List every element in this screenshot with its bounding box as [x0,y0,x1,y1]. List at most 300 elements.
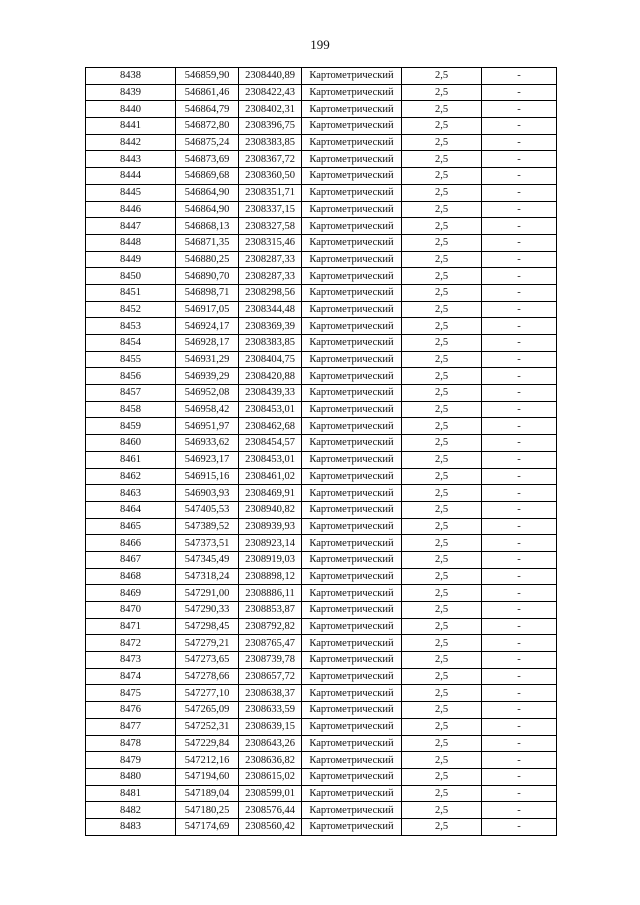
note-cell: - [482,134,557,151]
method-cell: Картометрический [302,335,402,352]
y-coordinate-cell: 2308440,89 [239,68,302,85]
table-row [86,485,557,502]
table-row [86,234,557,251]
method-cell: Картометрический [302,284,402,301]
table-row [86,284,557,301]
accuracy-cell: 2,5 [402,451,482,468]
accuracy-cell: 2,5 [402,368,482,385]
point-number-cell: 8474 [86,668,176,685]
x-coordinate-cell: 547291,00 [176,585,239,602]
y-coordinate-cell: 2308638,37 [239,685,302,702]
accuracy-cell: 2,5 [402,184,482,201]
point-number-cell: 8453 [86,318,176,335]
note-cell: - [482,435,557,452]
table-row [86,752,557,769]
point-number-cell: 8440 [86,101,176,118]
x-coordinate-cell: 547373,51 [176,535,239,552]
table-row [86,251,557,268]
note-cell: - [482,551,557,568]
y-coordinate-cell: 2308367,72 [239,151,302,168]
y-coordinate-cell: 2308453,01 [239,401,302,418]
y-coordinate-cell: 2308853,87 [239,602,302,619]
accuracy-cell: 2,5 [402,685,482,702]
note-cell: - [482,351,557,368]
method-cell: Картометрический [302,602,402,619]
table-row [86,268,557,285]
table-row [86,368,557,385]
point-number-cell: 8475 [86,685,176,702]
note-cell: - [482,168,557,185]
table-row [86,802,557,819]
method-cell: Картометрический [302,768,402,785]
x-coordinate-cell: 546917,05 [176,301,239,318]
table-row [86,418,557,435]
y-coordinate-cell: 2308615,02 [239,768,302,785]
point-number-cell: 8462 [86,468,176,485]
x-coordinate-cell: 546861,46 [176,84,239,101]
note-cell: - [482,652,557,669]
method-cell: Картометрический [302,268,402,285]
table-row [86,401,557,418]
note-cell: - [482,602,557,619]
point-number-cell: 8480 [86,768,176,785]
note-cell: - [482,101,557,118]
accuracy-cell: 2,5 [402,602,482,619]
x-coordinate-cell: 546903,93 [176,485,239,502]
y-coordinate-cell: 2308898,12 [239,568,302,585]
accuracy-cell: 2,5 [402,335,482,352]
accuracy-cell: 2,5 [402,318,482,335]
y-coordinate-cell: 2308940,82 [239,501,302,518]
table-row [86,184,557,201]
table-row [86,385,557,402]
method-cell: Картометрический [302,501,402,518]
note-cell: - [482,451,557,468]
accuracy-cell: 2,5 [402,218,482,235]
note-cell: - [482,301,557,318]
point-number-cell: 8463 [86,485,176,502]
x-coordinate-cell: 546859,90 [176,68,239,85]
x-coordinate-cell: 546868,13 [176,218,239,235]
x-coordinate-cell: 547389,52 [176,518,239,535]
y-coordinate-cell: 2308639,15 [239,718,302,735]
note-cell: - [482,251,557,268]
accuracy-cell: 2,5 [402,752,482,769]
y-coordinate-cell: 2308560,42 [239,818,302,835]
accuracy-cell: 2,5 [402,168,482,185]
x-coordinate-cell: 546958,42 [176,401,239,418]
note-cell: - [482,685,557,702]
note-cell: - [482,68,557,85]
point-number-cell: 8476 [86,702,176,719]
accuracy-cell: 2,5 [402,635,482,652]
y-coordinate-cell: 2308453,01 [239,451,302,468]
x-coordinate-cell: 546923,17 [176,451,239,468]
table-row [86,168,557,185]
table-row [86,685,557,702]
x-coordinate-cell: 547290,33 [176,602,239,619]
y-coordinate-cell: 2308886,11 [239,585,302,602]
note-cell: - [482,401,557,418]
x-coordinate-cell: 547278,66 [176,668,239,685]
method-cell: Картометрический [302,551,402,568]
y-coordinate-cell: 2308462,68 [239,418,302,435]
x-coordinate-cell: 546875,24 [176,134,239,151]
note-cell: - [482,718,557,735]
method-cell: Картометрический [302,134,402,151]
y-coordinate-cell: 2308576,44 [239,802,302,819]
note-cell: - [482,218,557,235]
x-coordinate-cell: 546871,35 [176,234,239,251]
method-cell: Картометрический [302,668,402,685]
note-cell: - [482,151,557,168]
method-cell: Картометрический [302,168,402,185]
table-row [86,568,557,585]
method-cell: Картометрический [302,735,402,752]
x-coordinate-cell: 547180,25 [176,802,239,819]
point-number-cell: 8469 [86,585,176,602]
x-coordinate-cell: 547265,09 [176,702,239,719]
table-row [86,335,557,352]
note-cell: - [482,284,557,301]
table-row [86,718,557,735]
page-number: 199 [310,37,330,52]
method-cell: Картометрический [302,718,402,735]
method-cell: Картометрический [302,702,402,719]
method-cell: Картометрический [302,368,402,385]
note-cell: - [482,785,557,802]
table-row [86,301,557,318]
y-coordinate-cell: 2308739,78 [239,652,302,669]
accuracy-cell: 2,5 [402,668,482,685]
accuracy-cell: 2,5 [402,818,482,835]
x-coordinate-cell: 546939,29 [176,368,239,385]
accuracy-cell: 2,5 [402,702,482,719]
y-coordinate-cell: 2308404,75 [239,351,302,368]
table-row [86,435,557,452]
table-row [86,68,557,85]
method-cell: Картометрический [302,84,402,101]
accuracy-cell: 2,5 [402,501,482,518]
note-cell: - [482,335,557,352]
point-number-cell: 8460 [86,435,176,452]
point-number-cell: 8448 [86,234,176,251]
point-number-cell: 8472 [86,635,176,652]
y-coordinate-cell: 2308383,85 [239,335,302,352]
x-coordinate-cell: 546869,68 [176,168,239,185]
note-cell: - [482,752,557,769]
table-row [86,118,557,135]
point-number-cell: 8451 [86,284,176,301]
accuracy-cell: 2,5 [402,251,482,268]
accuracy-cell: 2,5 [402,535,482,552]
accuracy-cell: 2,5 [402,568,482,585]
x-coordinate-cell: 547277,10 [176,685,239,702]
method-cell: Картометрический [302,68,402,85]
method-cell: Картометрический [302,101,402,118]
method-cell: Картометрический [302,118,402,135]
table-row [86,618,557,635]
coordinates-table-body [86,68,557,836]
y-coordinate-cell: 2308439,33 [239,385,302,402]
point-number-cell: 8444 [86,168,176,185]
x-coordinate-cell: 546864,90 [176,201,239,218]
note-cell: - [482,568,557,585]
table-row [86,818,557,835]
y-coordinate-cell: 2308383,85 [239,134,302,151]
method-cell: Картометрический [302,785,402,802]
accuracy-cell: 2,5 [402,351,482,368]
accuracy-cell: 2,5 [402,618,482,635]
x-coordinate-cell: 546924,17 [176,318,239,335]
table-row [86,468,557,485]
accuracy-cell: 2,5 [402,485,482,502]
x-coordinate-cell: 546933,62 [176,435,239,452]
x-coordinate-cell: 547279,21 [176,635,239,652]
method-cell: Картометрический [302,184,402,201]
point-number-cell: 8456 [86,368,176,385]
note-cell: - [482,418,557,435]
table-row [86,668,557,685]
table-row [86,84,557,101]
point-number-cell: 8461 [86,451,176,468]
x-coordinate-cell: 547174,69 [176,818,239,835]
accuracy-cell: 2,5 [402,418,482,435]
note-cell: - [482,518,557,535]
method-cell: Картометрический [302,201,402,218]
table-row [86,785,557,802]
point-number-cell: 8477 [86,718,176,735]
accuracy-cell: 2,5 [402,84,482,101]
x-coordinate-cell: 546864,90 [176,184,239,201]
point-number-cell: 8449 [86,251,176,268]
y-coordinate-cell: 2308351,71 [239,184,302,201]
note-cell: - [482,368,557,385]
method-cell: Картометрический [302,618,402,635]
table-row [86,602,557,619]
point-number-cell: 8459 [86,418,176,435]
method-cell: Картометрический [302,518,402,535]
method-cell: Картометрический [302,451,402,468]
y-coordinate-cell: 2308633,59 [239,702,302,719]
x-coordinate-cell: 546951,97 [176,418,239,435]
table-row [86,518,557,535]
y-coordinate-cell: 2308287,33 [239,251,302,268]
accuracy-cell: 2,5 [402,301,482,318]
method-cell: Картометрический [302,652,402,669]
point-number-cell: 8458 [86,401,176,418]
accuracy-cell: 2,5 [402,118,482,135]
point-number-cell: 8471 [86,618,176,635]
method-cell: Картометрический [302,318,402,335]
x-coordinate-cell: 547318,24 [176,568,239,585]
accuracy-cell: 2,5 [402,385,482,402]
method-cell: Картометрический [302,485,402,502]
y-coordinate-cell: 2308327,58 [239,218,302,235]
method-cell: Картометрический [302,234,402,251]
y-coordinate-cell: 2308657,72 [239,668,302,685]
x-coordinate-cell: 547252,31 [176,718,239,735]
point-number-cell: 8452 [86,301,176,318]
accuracy-cell: 2,5 [402,201,482,218]
point-number-cell: 8473 [86,652,176,669]
note-cell: - [482,84,557,101]
point-number-cell: 8482 [86,802,176,819]
y-coordinate-cell: 2308939,93 [239,518,302,535]
method-cell: Картометрический [302,401,402,418]
accuracy-cell: 2,5 [402,468,482,485]
note-cell: - [482,585,557,602]
accuracy-cell: 2,5 [402,234,482,251]
y-coordinate-cell: 2308298,56 [239,284,302,301]
y-coordinate-cell: 2308369,39 [239,318,302,335]
x-coordinate-cell: 546890,70 [176,268,239,285]
accuracy-cell: 2,5 [402,802,482,819]
y-coordinate-cell: 2308454,57 [239,435,302,452]
point-number-cell: 8455 [86,351,176,368]
point-number-cell: 8467 [86,551,176,568]
point-number-cell: 8439 [86,84,176,101]
y-coordinate-cell: 2308402,31 [239,101,302,118]
x-coordinate-cell: 546864,79 [176,101,239,118]
y-coordinate-cell: 2308360,50 [239,168,302,185]
table-row [86,134,557,151]
method-cell: Картометрический [302,752,402,769]
method-cell: Картометрический [302,301,402,318]
point-number-cell: 8466 [86,535,176,552]
y-coordinate-cell: 2308923,14 [239,535,302,552]
note-cell: - [482,201,557,218]
method-cell: Картометрический [302,385,402,402]
accuracy-cell: 2,5 [402,134,482,151]
accuracy-cell: 2,5 [402,284,482,301]
x-coordinate-cell: 546880,25 [176,251,239,268]
note-cell: - [482,635,557,652]
point-number-cell: 8457 [86,385,176,402]
y-coordinate-cell: 2308643,26 [239,735,302,752]
table-row [86,101,557,118]
method-cell: Картометрический [302,418,402,435]
note-cell: - [482,485,557,502]
point-number-cell: 8447 [86,218,176,235]
x-coordinate-cell: 547273,65 [176,652,239,669]
note-cell: - [482,735,557,752]
x-coordinate-cell: 546928,17 [176,335,239,352]
accuracy-cell: 2,5 [402,768,482,785]
point-number-cell: 8478 [86,735,176,752]
point-number-cell: 8446 [86,201,176,218]
point-number-cell: 8441 [86,118,176,135]
method-cell: Картометрический [302,535,402,552]
accuracy-cell: 2,5 [402,551,482,568]
y-coordinate-cell: 2308599,01 [239,785,302,802]
x-coordinate-cell: 547298,45 [176,618,239,635]
accuracy-cell: 2,5 [402,735,482,752]
note-cell: - [482,702,557,719]
table-row [86,535,557,552]
y-coordinate-cell: 2308765,47 [239,635,302,652]
method-cell: Картометрический [302,818,402,835]
method-cell: Картометрический [302,218,402,235]
note-cell: - [482,268,557,285]
coordinates-table [85,67,557,836]
note-cell: - [482,768,557,785]
accuracy-cell: 2,5 [402,268,482,285]
method-cell: Картометрический [302,151,402,168]
x-coordinate-cell: 546915,16 [176,468,239,485]
x-coordinate-cell: 547189,04 [176,785,239,802]
table-row [86,451,557,468]
method-cell: Картометрический [302,635,402,652]
note-cell: - [482,668,557,685]
x-coordinate-cell: 546872,80 [176,118,239,135]
note-cell: - [482,234,557,251]
accuracy-cell: 2,5 [402,518,482,535]
point-number-cell: 8464 [86,501,176,518]
table-row [86,351,557,368]
note-cell: - [482,818,557,835]
table-row [86,702,557,719]
y-coordinate-cell: 2308636,82 [239,752,302,769]
method-cell: Картометрический [302,685,402,702]
y-coordinate-cell: 2308469,91 [239,485,302,502]
y-coordinate-cell: 2308287,33 [239,268,302,285]
accuracy-cell: 2,5 [402,652,482,669]
accuracy-cell: 2,5 [402,68,482,85]
x-coordinate-cell: 546898,71 [176,284,239,301]
y-coordinate-cell: 2308315,46 [239,234,302,251]
note-cell: - [482,318,557,335]
y-coordinate-cell: 2308422,43 [239,84,302,101]
accuracy-cell: 2,5 [402,151,482,168]
table-row [86,201,557,218]
accuracy-cell: 2,5 [402,101,482,118]
x-coordinate-cell: 547194,60 [176,768,239,785]
y-coordinate-cell: 2308919,03 [239,551,302,568]
point-number-cell: 8481 [86,785,176,802]
table-row [86,768,557,785]
accuracy-cell: 2,5 [402,785,482,802]
accuracy-cell: 2,5 [402,585,482,602]
note-cell: - [482,385,557,402]
x-coordinate-cell: 547229,84 [176,735,239,752]
y-coordinate-cell: 2308344,48 [239,301,302,318]
point-number-cell: 8442 [86,134,176,151]
table-row [86,652,557,669]
note-cell: - [482,802,557,819]
accuracy-cell: 2,5 [402,401,482,418]
point-number-cell: 8445 [86,184,176,201]
method-cell: Картометрический [302,351,402,368]
note-cell: - [482,184,557,201]
table-row [86,318,557,335]
x-coordinate-cell: 546952,08 [176,385,239,402]
accuracy-cell: 2,5 [402,435,482,452]
point-number-cell: 8450 [86,268,176,285]
point-number-cell: 8465 [86,518,176,535]
method-cell: Картометрический [302,435,402,452]
x-coordinate-cell: 546931,29 [176,351,239,368]
point-number-cell: 8479 [86,752,176,769]
x-coordinate-cell: 547405,53 [176,501,239,518]
point-number-cell: 8454 [86,335,176,352]
y-coordinate-cell: 2308420,88 [239,368,302,385]
method-cell: Картометрический [302,468,402,485]
table-row [86,735,557,752]
note-cell: - [482,535,557,552]
y-coordinate-cell: 2308461,02 [239,468,302,485]
x-coordinate-cell: 547345,49 [176,551,239,568]
